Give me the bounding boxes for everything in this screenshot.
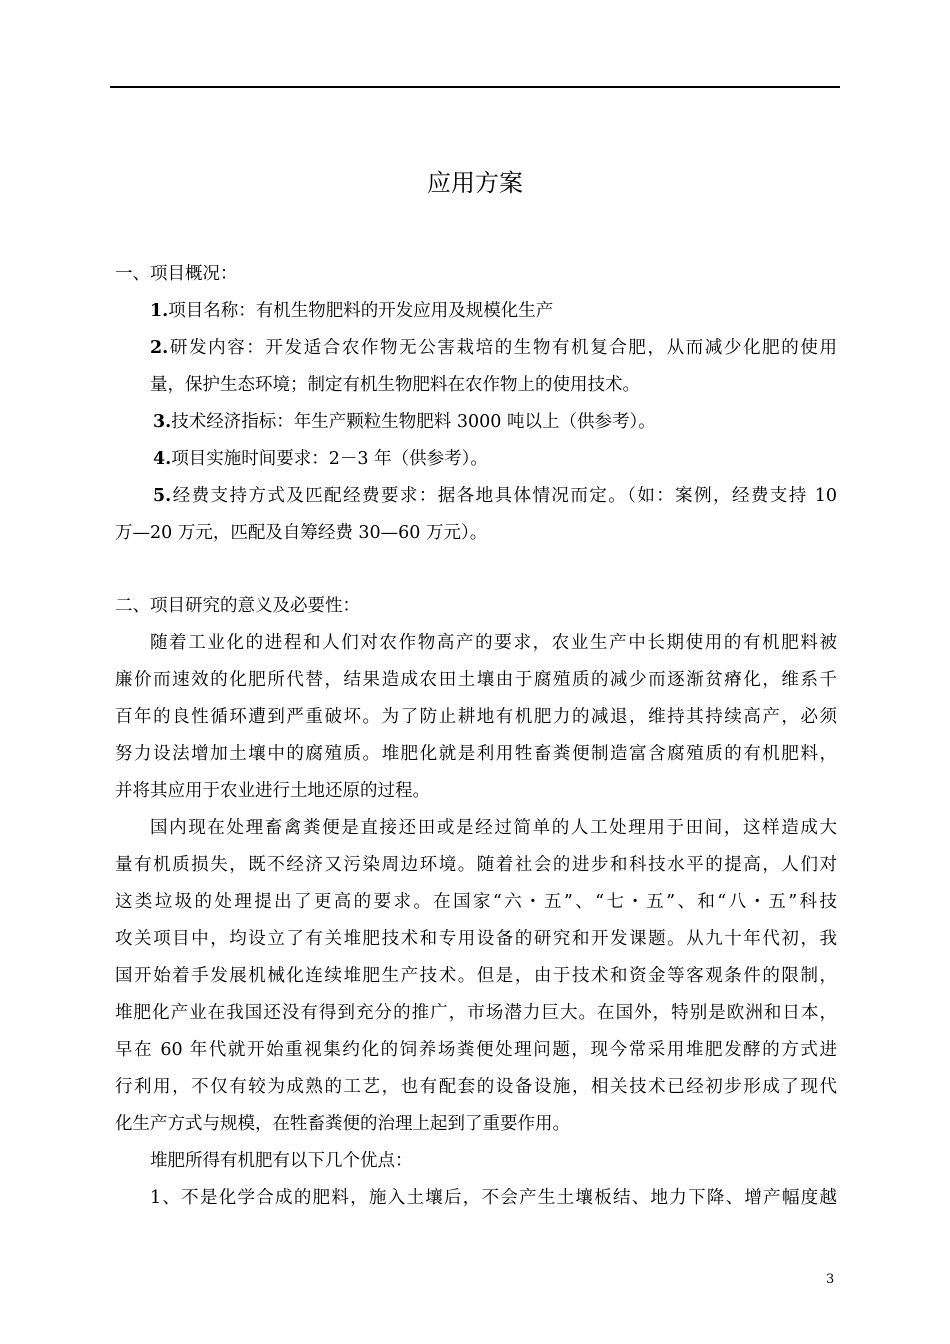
item-4 [115, 441, 837, 478]
item-3-text: 技术经济指标：年生产颗粒生物肥料 3000 吨以上（供参考）。 [171, 412, 656, 432]
para-1-line: 努力设法增加土壤中的腐殖质。堆肥化就是利用牲畜粪便制造富含腐殖质的有机肥料， [115, 744, 837, 764]
item-2-line-2: 量，保护生态环境；制定有机生物肥料在农作物上的使用技术。 [150, 375, 640, 395]
section-1 [115, 256, 837, 552]
item-3 [115, 404, 837, 441]
section-1-heading: 一、项目概况： [115, 264, 238, 284]
item-5-num: 5. [153, 486, 172, 506]
item-2-text: 研发内容：开发适合农作物无公害栽培的生物有机复合肥，从而减少化肥的使用 [168, 338, 837, 358]
para-2-line: 攻关项目中，均设立了有关堆肥技术和专用设备的研究和开发课题。从九十年代初，我 [115, 929, 837, 949]
para-1-line: 随着工业化的进程和人们对农作物高产的要求，农业生产中长期使用的有机肥料被 [150, 633, 837, 653]
para-1-line: 廉价而速效的化肥所代替，结果造成农田土壤由于腐殖质的减少而逐渐贫瘠化，维系千 [115, 670, 837, 690]
item-2-num: 2. [150, 338, 169, 358]
header-rule [110, 86, 840, 88]
para-4-line: 1、不是化学合成的肥料，施入土壤后，不会产生土壤板结、地力下降、增产幅度越 [150, 1188, 837, 1208]
para-1-line: 并将其应用于农业进行土地还原的过程。 [115, 781, 430, 801]
para-2-line: 堆肥化产业在我国还没有得到充分的推广，市场潜力巨大。在国外，特别是欧洲和日本， [115, 1003, 837, 1023]
para-2-line: 早在 60 年代就开始重视集约化的饲养场粪便处理问题，现今常采用堆肥发酵的方式进 [115, 1040, 837, 1060]
item-5-line-1 [115, 478, 837, 515]
item-1-text: 项目名称：有机生物肥料的开发应用及规模化生产 [168, 301, 554, 321]
para-2-line: 这类垃圾的处理提出了更高的要求。在国家“六・五”、“七・五”、和“八・五”科技 [115, 892, 837, 912]
para-2-line: 化生产方式与规模，在牲畜粪便的治理上起到了重要作用。 [115, 1114, 570, 1134]
page-title: 应用方案 [427, 169, 523, 197]
para-3: 堆肥所得有机肥有以下几个优点： [150, 1151, 413, 1171]
para-2-line: 国开始着手发展机械化连续堆肥生产技术。但是，由于技术和资金等客观条件的限制， [115, 966, 837, 986]
page-number: 3 [826, 1272, 835, 1287]
item-4-num: 4. [153, 449, 172, 469]
para-2-line: 行利用，不仅有较为成熟的工艺，也有配套的设备设施，相关技术已经初步形成了现代 [115, 1077, 837, 1097]
para-2-line: 量有机质损失，既不经济又污染周边环境。随着社会的进步和科技水平的提高，人们对 [115, 855, 837, 875]
item-5-text: 经费支持方式及匹配经费要求：据各地具体情况而定。（如：案例，经费支持 10 [171, 486, 837, 506]
item-3-num: 3. [153, 412, 172, 432]
item-4-text: 项目实施时间要求：2－3 年（供参考）。 [171, 449, 488, 469]
item-5-line-2: 万—20 万元，匹配及自筹经费 30—60 万元）。 [115, 523, 488, 543]
item-1 [115, 293, 837, 330]
section-2-heading: 二、项目研究的意义及必要性： [115, 596, 360, 616]
para-2-line: 国内现在处理畜禽粪便是直接还田或是经过简单的人工处理用于田间，这样造成大 [150, 818, 837, 838]
para-1-line: 百年的良性循环遭到严重破坏。为了防止耕地有机肥力的减退，维持其持续高产，必须 [115, 707, 837, 727]
section-2 [115, 588, 837, 1217]
item-1-num: 1. [150, 301, 169, 321]
item-2-line-1 [115, 330, 837, 367]
